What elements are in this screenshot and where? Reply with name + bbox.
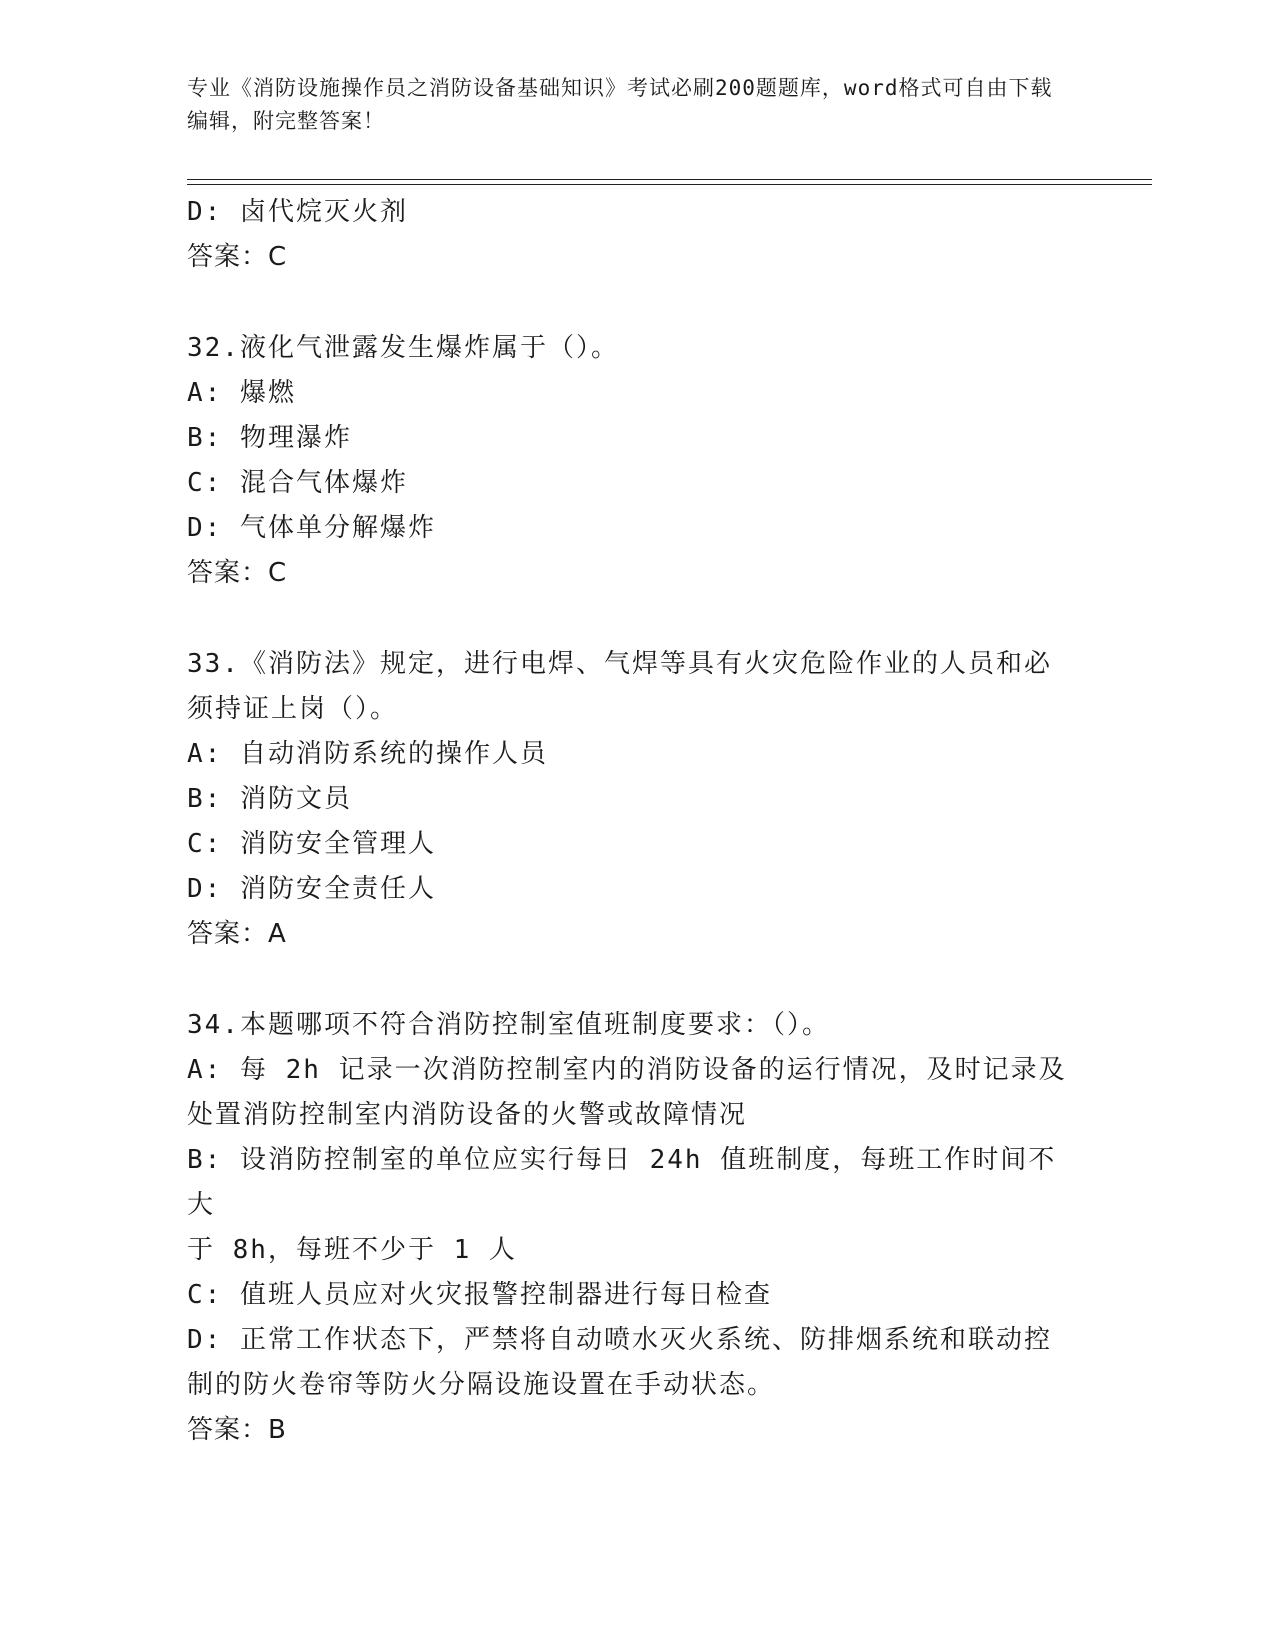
question-33-option-d: D: 消防安全责任人 bbox=[187, 874, 436, 904]
header-rule-top bbox=[187, 179, 1152, 180]
question-32-option-a: A: 爆燃 bbox=[187, 378, 296, 408]
question-34-option-b-line-2: 于 8h，每班不少于 1 人 bbox=[187, 1235, 517, 1265]
question-34-option-c: C: 值班人员应对火灾报警控制器进行每日检查 bbox=[187, 1280, 772, 1310]
spacer bbox=[187, 280, 1077, 326]
question-32-option-d: D: 气体单分解爆炸 bbox=[187, 513, 436, 543]
question-32-option-c: C: 混合气体爆炸 bbox=[187, 468, 408, 498]
question-33-option-c: C: 消防安全管理人 bbox=[187, 829, 436, 859]
question-content bbox=[187, 190, 1077, 1453]
question-34-stem: 34.本题哪项不符合消防控制室值班制度要求：（）。 bbox=[187, 1010, 830, 1040]
header-rule-bottom bbox=[187, 184, 1152, 185]
question-34-option-d-line-1: D: 正常工作状态下，严禁将自动喷水灭火系统、防排烟系统和联动控 bbox=[187, 1325, 1052, 1355]
prev-option-d: D: 卤代烷灭火剂 bbox=[187, 197, 408, 227]
question-34-answer: 答案：B bbox=[187, 1415, 287, 1445]
prev-answer: 答案：C bbox=[187, 242, 288, 272]
question-32-option-b: B: 物理瀑炸 bbox=[187, 423, 352, 453]
question-32-stem: 32.液化气泄露发生爆炸属于（）。 bbox=[187, 333, 619, 363]
question-34-option-a-line-2: 处置消防控制室内消防设备的火警或故障情况 bbox=[187, 1100, 748, 1130]
spacer bbox=[187, 596, 1077, 642]
question-33-option-b: B: 消防文员 bbox=[187, 784, 352, 814]
question-33-answer: 答案：A bbox=[187, 919, 287, 949]
spacer bbox=[187, 957, 1077, 1003]
question-33-stem-line-2: 须持证上岗（）。 bbox=[187, 694, 399, 724]
question-33-option-a: A: 自动消防系统的操作人员 bbox=[187, 739, 548, 769]
question-34-option-d-line-2: 制的防火卷帘等防火分隔设施设置在手动状态。 bbox=[187, 1370, 776, 1400]
question-33-stem-line-1: 33.《消防法》规定，进行电焊、气焊等具有火灾危险作业的人员和必 bbox=[187, 649, 1052, 679]
question-32-answer: 答案：C bbox=[187, 558, 288, 588]
question-34-option-b-line-1: B: 设消防控制室的单位应实行每日 24h 值班制度，每班工作时间不大 bbox=[187, 1145, 1057, 1220]
question-34-option-a-line-1: A: 每 2h 记录一次消防控制室内的消防设备的运行情况，及时记录及 bbox=[187, 1055, 1067, 1085]
document-header: 专业《消防设施操作员之消防设备基础知识》考试必刷200题题库，word格式可自由下载编辑，附完整答案！ bbox=[187, 76, 1053, 133]
